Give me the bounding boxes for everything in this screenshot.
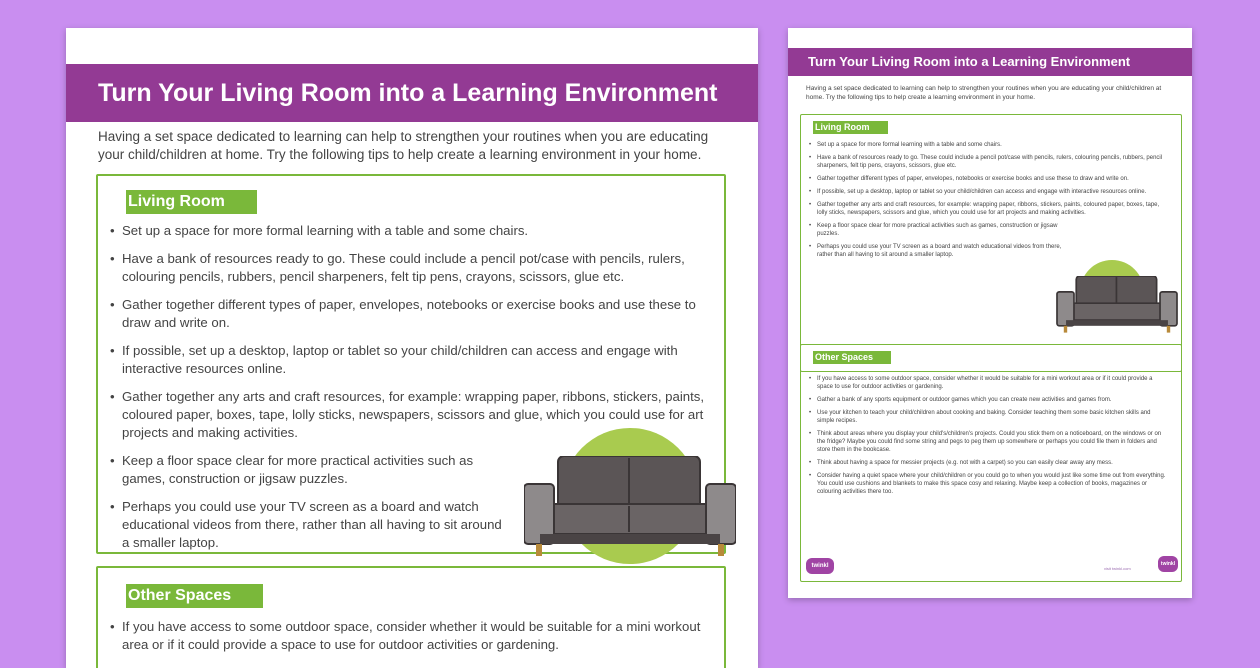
couch-illustration-icon xyxy=(1056,276,1178,336)
section-list xyxy=(122,618,706,664)
page-title: Turn Your Living Room into a Learning Environment xyxy=(788,48,1192,76)
couch-illustration-icon xyxy=(524,456,736,562)
twinkl-logo-icon: twinkl xyxy=(806,558,834,574)
twinkl-logo-icon: twinkl xyxy=(1158,556,1178,572)
list-item: • If you have access to some outdoor space, consider whether it would be suitable for a mini workout area or if it could provide a space to use for outdoor activities or gardening. xyxy=(817,375,1169,391)
list-item: • Use your kitchen to teach your child/children about cooking and baking. Consider teaching them some basic kitchen skills and simple recipes. xyxy=(817,409,1169,425)
list-item: • If possible, set up a desktop, laptop or tablet so your child/children can access and engage with interactive resources online. xyxy=(122,342,706,378)
list-item: • Gather together different types of paper, envelopes, notebooks or exercise books and use these to draw and write on. xyxy=(122,296,706,332)
list-item: • Gather a bank of any sports equipment or outdoor games which you can create new activities and games from. xyxy=(817,396,1169,404)
list-item: • Gather together different types of paper, envelopes, notebooks or exercise books and use these to draw and write on. xyxy=(817,175,1169,183)
section-heading: Living Room xyxy=(126,190,257,214)
list-item: • Keep a floor space clear for more practical activities such as games, construction or jigsaw puzzles. xyxy=(817,222,1067,238)
list-item: • Have a bank of resources ready to go. These could include a pencil pot/case with pencils, rulers, colouring pencils, rubbers, pencil sharpeners, felt tip pens, crayons, scissors, glue etc. xyxy=(122,250,706,286)
list-item: • Consider having a quiet space where your child/children or you could go to when you would just like some time out from everything. You could use cushions and blankets to make this space cosy and relaxing. Maybe keep a collection of books, magazines or colouring activities there too. xyxy=(817,472,1169,496)
section-heading: Other Spaces xyxy=(126,584,263,608)
list-item: • Gather together any arts and craft resources, for example: wrapping paper, ribbons, stickers, paints, coloured paper, boxes, tape, lolly sticks, newspapers, scissors and glue, which you could use for art projects and making activities. xyxy=(817,201,1169,217)
page-title: Turn Your Living Room into a Learning Environment xyxy=(66,64,758,122)
intro-text: Having a set space dedicated to learning can help to strengthen your routines when you are educating your child/children at home. Try the following tips to help create a learning environment in your home. xyxy=(806,85,1162,101)
list-item: • Set up a space for more formal learning with a table and some chairs. xyxy=(817,141,1169,149)
list-item: • If possible, set up a desktop, laptop or tablet so your child/children can access and engage with interactive resources online. xyxy=(817,188,1169,196)
section-list xyxy=(817,375,1169,501)
document-page-large xyxy=(66,28,758,668)
section-other-spaces xyxy=(96,566,726,668)
section-heading: Living Room xyxy=(813,121,888,134)
list-item: • Keep a floor space clear for more practical activities such as games, construction or jigsaw puzzles. xyxy=(122,452,512,488)
footer-url: visit twinkl.com xyxy=(1104,566,1131,571)
document-page-small xyxy=(788,28,1192,598)
list-item: • Perhaps you could use your TV screen as a board and watch educational videos from there, rather than all having to sit around a smaller laptop. xyxy=(122,498,512,552)
list-item: • Gather together any arts and craft resources, for example: wrapping paper, ribbons, stickers, paints, coloured paper, boxes, tape, lolly sticks, newspapers, scissors and glue, which you could use for art projects and making activities. xyxy=(122,388,706,442)
section-list xyxy=(817,141,1169,264)
intro-text: Having a set space dedicated to learning can help to strengthen your routines when you are educating your child/children at home. Try the following tips to help create a learning environment in your home. xyxy=(98,129,709,162)
section-other-spaces xyxy=(800,344,1182,582)
list-item: • Think about areas where you display your child's/children's projects. Could you stick them on a noticeboard, on the windows or on the fridge? Maybe you could find some string and pegs to peg them up somewhere or perhaps you could file them in folders and store them in the bookcase. xyxy=(817,430,1169,454)
list-item: • Perhaps you could use your TV screen as a board and watch educational videos from there, rather than all having to sit around a smaller laptop. xyxy=(817,243,1067,259)
section-heading: Other Spaces xyxy=(813,351,891,364)
list-item: • Set up a space for more formal learning with a table and some chairs. xyxy=(122,222,706,240)
list-item: • If you have access to some outdoor space, consider whether it would be suitable for a mini workout area or if it could provide a space to use for outdoor activities or gardening. xyxy=(122,618,706,654)
list-item: • Think about having a space for messier projects (e.g. not with a carpet) so you can easily clear away any mess. xyxy=(817,459,1169,467)
list-item: • Have a bank of resources ready to go. These could include a pencil pot/case with pencils, rulers, colouring pencils, rubbers, pencil sharpeners, felt tip pens, crayons, scissors, glue etc. xyxy=(817,154,1169,170)
